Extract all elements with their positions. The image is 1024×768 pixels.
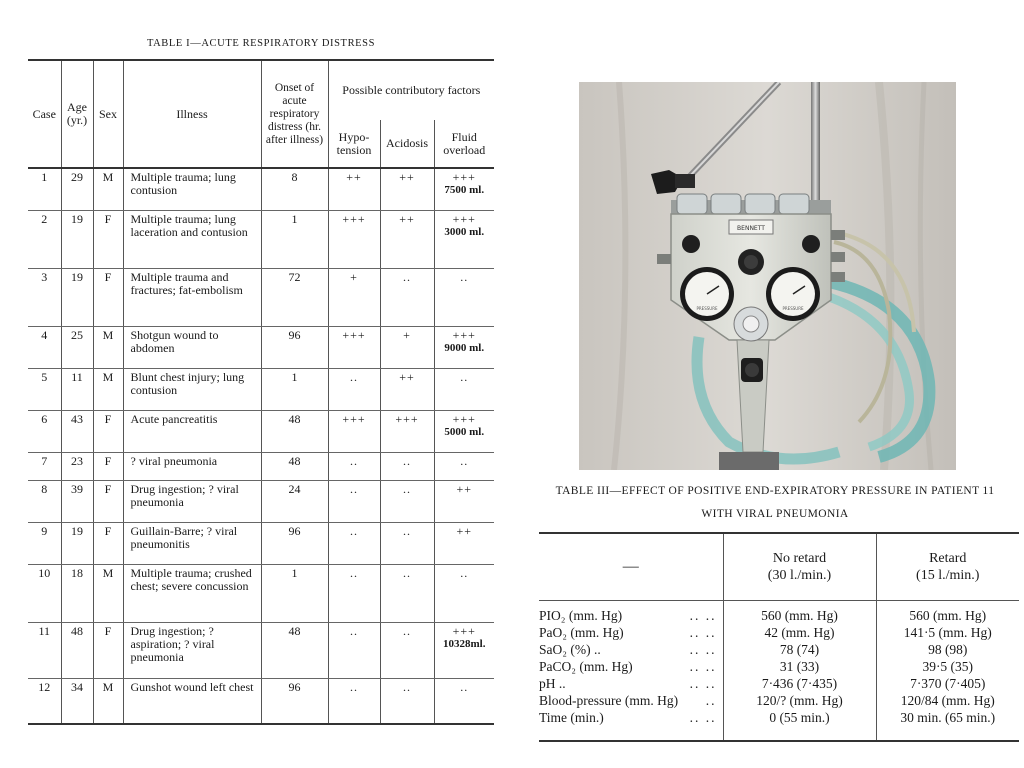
- acidosis-cell: ++: [380, 368, 434, 410]
- table-row: [28, 326, 494, 368]
- onset-cell: 8: [261, 168, 328, 210]
- fluid-sign: +++: [452, 170, 476, 184]
- fluid-sign: +++: [452, 327, 476, 342]
- table1: [28, 59, 494, 725]
- acidosis-cell: ..: [380, 522, 434, 564]
- onset-cell: 48: [261, 452, 328, 480]
- illness-cell: Multiple trauma and fractures; fat-embolism: [123, 268, 261, 326]
- col-retard-label: Retard: [929, 551, 967, 566]
- acidosis-cell: ++: [380, 210, 434, 268]
- table-row: [28, 522, 494, 564]
- fluid-cell: [434, 326, 494, 368]
- header-onset: Onset of acute respiratory distress (hr. after illness): [261, 60, 328, 168]
- age-cell: 18: [61, 564, 93, 622]
- value-no-retard: 78 (74): [723, 641, 876, 658]
- case-cell: 8: [28, 480, 61, 522]
- fluid-cell: [434, 678, 494, 724]
- acidosis-cell: ..: [380, 564, 434, 622]
- col-no-retard-flow: (30 l./min.): [767, 568, 832, 583]
- sex-cell: M: [93, 168, 123, 210]
- age-cell: 19: [61, 268, 93, 326]
- fluid-volume: 7500 ml.: [444, 184, 485, 196]
- table-row: [539, 641, 1019, 658]
- fluid-cell: [434, 210, 494, 268]
- fluid-sign: ..: [460, 453, 469, 468]
- sex-cell: M: [93, 326, 123, 368]
- table3-title-line1: TABLE III—EFFECT OF POSITIVE END-EXPIRATORY PRESSURE IN PATIENT 11: [555, 485, 995, 497]
- hypotension-cell: ..: [328, 480, 380, 522]
- hypotension-cell: ..: [328, 622, 380, 678]
- acidosis-cell: ..: [380, 268, 434, 326]
- hypotension-cell: ..: [328, 678, 380, 724]
- fluid-volume: 9000 ml.: [444, 341, 485, 354]
- table3-corner: —: [539, 533, 723, 601]
- age-cell: 48: [61, 622, 93, 678]
- acidosis-cell: ++: [380, 168, 434, 210]
- value-retard: 120/84 (mm. Hg): [876, 692, 1019, 709]
- fluid-cell: [434, 522, 494, 564]
- fluid-cell: [434, 452, 494, 480]
- sex-cell: M: [93, 564, 123, 622]
- fluid-cell: [434, 368, 494, 410]
- sex-cell: F: [93, 522, 123, 564]
- acidosis-cell: +: [380, 326, 434, 368]
- fluid-volume: 5000 ml.: [444, 425, 485, 438]
- hypotension-cell: +++: [328, 210, 380, 268]
- case-cell: 4: [28, 326, 61, 368]
- row-label: pH .. .. ..: [539, 676, 717, 691]
- fluid-cell: [434, 622, 494, 678]
- age-cell: 29: [61, 168, 93, 210]
- onset-cell: 1: [261, 210, 328, 268]
- sex-cell: F: [93, 210, 123, 268]
- header-factors: Possible contributory factors: [328, 60, 494, 120]
- value-retard: 7·370 (7·405): [876, 675, 1019, 692]
- case-cell: 6: [28, 410, 61, 452]
- illness-cell: Multiple trauma; lung laceration and contusion: [123, 210, 261, 268]
- case-cell: 12: [28, 678, 61, 724]
- illness-cell: Gunshot wound left chest: [123, 678, 261, 724]
- value-retard: 98 (98): [876, 641, 1019, 658]
- value-no-retard: 560 (mm. Hg): [723, 601, 876, 625]
- value-retard: 560 (mm. Hg): [876, 601, 1019, 625]
- row-label: Blood-pressure (mm. Hg) ..: [539, 693, 717, 708]
- fluid-cell: [434, 168, 494, 210]
- header-hypotension: Hypo- tension: [328, 120, 380, 168]
- illness-cell: Blunt chest injury; lung contusion: [123, 368, 261, 410]
- illness-cell: Multiple trauma; lung contusion: [123, 168, 261, 210]
- fluid-sign: ..: [460, 565, 469, 580]
- row-label: Time (min.) .. ..: [539, 709, 723, 741]
- table-row: [28, 268, 494, 326]
- illness-cell: Guillain-Barre; ? viral pneumonitis: [123, 522, 261, 564]
- table-row: [539, 601, 1019, 625]
- illness-cell: Multiple trauma; crushed chest; severe concussion: [123, 564, 261, 622]
- case-cell: 2: [28, 210, 61, 268]
- onset-cell: 48: [261, 410, 328, 452]
- row-label: PaCO₂ (mm. Hg) .. ..: [539, 659, 717, 674]
- fluid-sign: +++: [452, 623, 476, 638]
- onset-cell: 1: [261, 368, 328, 410]
- fluid-volume: 3000 ml.: [444, 225, 485, 238]
- fluid-sign: +++: [452, 411, 476, 426]
- row-label: PaO₂ (mm. Hg) .. ..: [539, 625, 717, 640]
- table-row: [539, 692, 1019, 709]
- table3: [539, 532, 1019, 742]
- fluid-cell: [434, 268, 494, 326]
- hypotension-cell: ..: [328, 522, 380, 564]
- fluid-volume: 10328ml.: [443, 637, 486, 650]
- hypotension-cell: +: [328, 268, 380, 326]
- header-illness: Illness: [123, 60, 261, 168]
- sex-cell: F: [93, 622, 123, 678]
- header-case: Case: [28, 60, 61, 168]
- acidosis-cell: ..: [380, 452, 434, 480]
- onset-cell: 96: [261, 326, 328, 368]
- table-row: [539, 675, 1019, 692]
- header-sex: Sex: [93, 60, 123, 168]
- fluid-cell: [434, 564, 494, 622]
- device-label: BENNETT: [737, 225, 765, 232]
- sex-cell: F: [93, 410, 123, 452]
- age-cell: 23: [61, 452, 93, 480]
- age-cell: 43: [61, 410, 93, 452]
- age-cell: 34: [61, 678, 93, 724]
- case-cell: 5: [28, 368, 61, 410]
- hypotension-cell: ..: [328, 452, 380, 480]
- table-row: [539, 709, 1019, 741]
- illness-cell: Drug ingestion; ? aspiration; ? viral pneumonia: [123, 622, 261, 678]
- value-no-retard: 120/? (mm. Hg): [723, 692, 876, 709]
- onset-cell: 72: [261, 268, 328, 326]
- case-cell: 7: [28, 452, 61, 480]
- table-row: [539, 624, 1019, 641]
- table1-title: TABLE I—ACUTE RESPIRATORY DISTRESS: [146, 38, 376, 49]
- case-cell: 11: [28, 622, 61, 678]
- illness-cell: ? viral pneumonia: [123, 452, 261, 480]
- hypotension-cell: ++: [328, 168, 380, 210]
- value-retard: 141·5 (mm. Hg): [876, 624, 1019, 641]
- hypotension-cell: ..: [328, 368, 380, 410]
- age-cell: 19: [61, 522, 93, 564]
- onset-cell: 96: [261, 678, 328, 724]
- acidosis-cell: ..: [380, 678, 434, 724]
- fluid-cell: [434, 480, 494, 522]
- acidosis-cell: +++: [380, 410, 434, 452]
- case-cell: 1: [28, 168, 61, 210]
- value-no-retard: 0 (55 min.): [723, 709, 876, 741]
- value-no-retard: 31 (33): [723, 658, 876, 675]
- illness-cell: Drug ingestion; ? viral pneumonia: [123, 480, 261, 522]
- sex-cell: F: [93, 452, 123, 480]
- table-row: [28, 622, 494, 678]
- fluid-sign: ..: [460, 369, 469, 384]
- onset-cell: 48: [261, 622, 328, 678]
- table-row: [28, 410, 494, 452]
- hypotension-cell: +++: [328, 326, 380, 368]
- table-row: [28, 210, 494, 268]
- hypotension-cell: ..: [328, 564, 380, 622]
- age-cell: 11: [61, 368, 93, 410]
- illness-cell: Shotgun wound to abdomen: [123, 326, 261, 368]
- table-row: [28, 564, 494, 622]
- hypotension-cell: +++: [328, 410, 380, 452]
- sex-cell: F: [93, 480, 123, 522]
- acidosis-cell: ..: [380, 480, 434, 522]
- case-cell: 10: [28, 564, 61, 622]
- illness-cell: Acute pancreatitis: [123, 410, 261, 452]
- case-cell: 9: [28, 522, 61, 564]
- fluid-cell: [434, 410, 494, 452]
- value-no-retard: 7·436 (7·435): [723, 675, 876, 692]
- onset-cell: 24: [261, 480, 328, 522]
- table-row: [28, 368, 494, 410]
- case-cell: 3: [28, 268, 61, 326]
- table-row: [28, 678, 494, 724]
- onset-cell: 96: [261, 522, 328, 564]
- table-row: [539, 658, 1019, 675]
- row-label: SaO₂ (%) .. .. ..: [539, 642, 717, 657]
- gauge-right-label: PRESSURE: [782, 306, 804, 311]
- header-fluid: Fluid overload: [434, 120, 494, 168]
- table-row: [28, 168, 494, 210]
- age-cell: 25: [61, 326, 93, 368]
- sex-cell: M: [93, 368, 123, 410]
- fluid-sign: ++: [456, 481, 473, 496]
- fluid-sign: +++: [452, 211, 476, 226]
- acidosis-cell: ..: [380, 622, 434, 678]
- table-row: [28, 452, 494, 480]
- value-no-retard: 42 (mm. Hg): [723, 624, 876, 641]
- value-retard: 30 min. (65 min.): [876, 709, 1019, 741]
- fluid-sign: ..: [460, 269, 469, 284]
- age-cell: 39: [61, 480, 93, 522]
- sex-cell: M: [93, 678, 123, 724]
- table3-title: [532, 480, 1018, 526]
- sex-cell: F: [93, 268, 123, 326]
- ventilator-photo: [579, 82, 956, 470]
- gauge-left-label: PRESSURE: [696, 306, 718, 311]
- age-cell: 19: [61, 210, 93, 268]
- col-retard-flow: (15 l./min.): [916, 568, 980, 583]
- table3-header-row: [539, 533, 1019, 601]
- table3-title-line2: WITH VIRAL PNEUMONIA: [701, 508, 849, 520]
- fluid-sign: ..: [460, 679, 469, 694]
- header-age: Age (yr.): [61, 60, 93, 168]
- row-label: PIO₂ (mm. Hg) .. ..: [539, 608, 717, 623]
- table3-col-retard: [876, 533, 1019, 601]
- table3-col-no-retard: [723, 533, 876, 601]
- table-row: [28, 480, 494, 522]
- value-retard: 39·5 (35): [876, 658, 1019, 675]
- onset-cell: 1: [261, 564, 328, 622]
- col-no-retard-label: No retard: [772, 551, 827, 566]
- header-acidosis: Acidosis: [380, 120, 434, 168]
- fluid-sign: ++: [456, 523, 473, 538]
